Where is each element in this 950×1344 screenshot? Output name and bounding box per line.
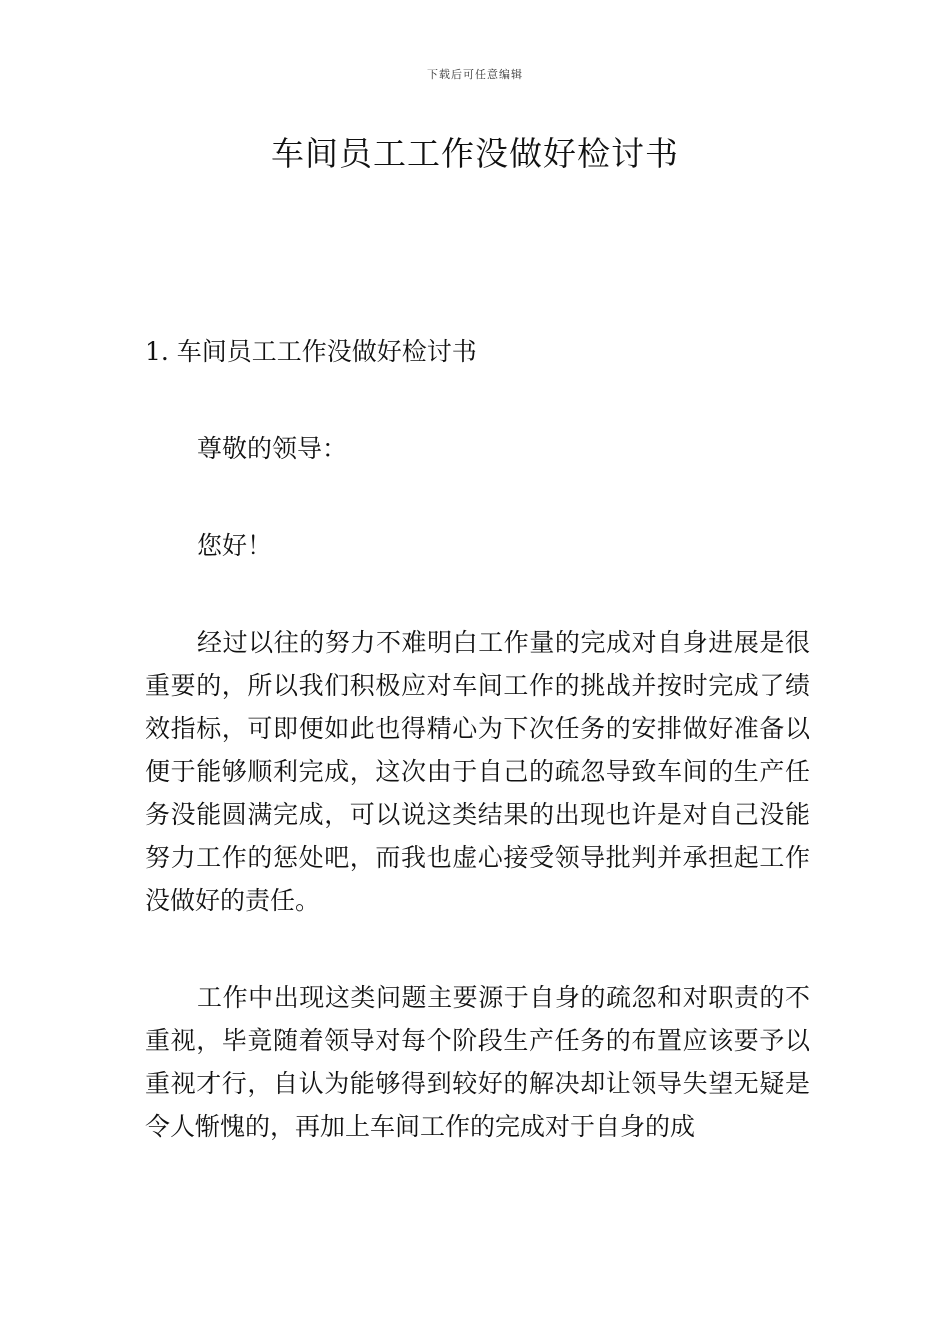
body-paragraph-2: 工作中出现这类问题主要源于自身的疏忽和对职责的不重视，毕竟随着领导对每个阶段生产任务的布置应该要予以重视才行，自认为能够得到较好的解决却让领导失望无疑是令人惭愧的，再加上车间工作的完成对于自身的成: [145, 983, 810, 1141]
header-note: 下载后可任意编辑: [427, 68, 523, 81]
document-body: [145, 330, 810, 1148]
document-title: 车间员工工作没做好检讨书: [271, 134, 679, 173]
body-paragraph-1: 经过以往的努力不难明白工作量的完成对自身进展是很重要的，所以我们积极应对车间工作的挑战并按时完成了绩效指标，可即便如此也得精心为下次任务的安排做好准备以便于能够顺利完成，这次由于自己的疏忽导致车间的生产任务没能圆满完成，可以说这类结果的出现也许是对自己没能努力工作的惩处吧，而我也虚心接受领导批判并承担起工作没做好的责任。: [145, 628, 810, 915]
greeting: 您好！: [197, 531, 273, 560]
salutation: 尊敬的领导：: [197, 434, 348, 463]
section-heading: 1. 车间员工工作没做好检讨书: [145, 337, 477, 366]
